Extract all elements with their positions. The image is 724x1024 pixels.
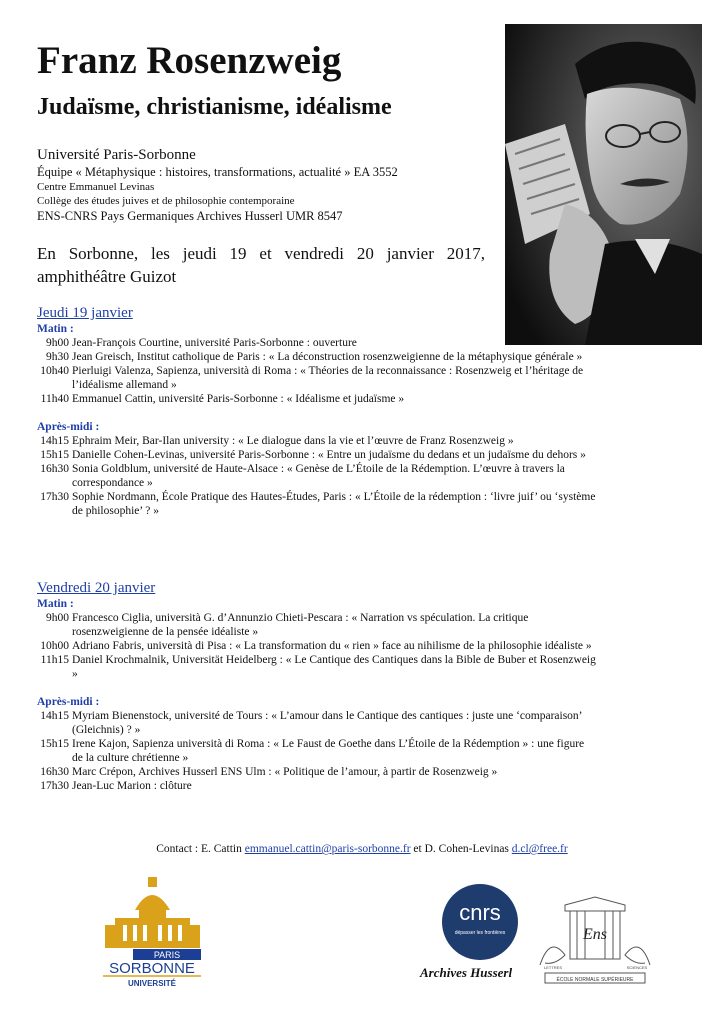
item-text: Jean Greisch, Institut catholique de Paris : « La déconstruction rosenzweigienne de la métaphysique générale » [72,351,583,363]
page-title: Franz Rosenzweig [37,39,342,82]
contact-prefix: Contact : E. Cattin [156,843,242,855]
affiliations [37,145,487,225]
program-item [37,392,597,406]
item-text: Adriano Fabris, università di Pisa : « La transformation du « rien » face au nihilisme de la philosophie idéaliste » [72,640,592,652]
program-item [37,434,597,448]
item-time: 14h15 [40,435,69,447]
affiliation-college: Collège des études juives et de philosophie contemporaine [37,195,295,207]
item-text: Myriam Bienenstock, université de Tours : « L’amour dans le Cantique des cantiques : juste une ‘comparaison’ (Gleichnis) ? » [72,710,582,736]
program-item [37,709,597,737]
item-time: 9h00 [46,612,69,624]
session-heading: Matin : [37,598,74,610]
contact-email-cattin[interactable]: emmanuel.cattin@paris-sorbonne.fr [244,843,411,855]
item-text: Jean-Luc Marion : clôture [72,780,192,792]
day-heading: Jeudi 19 janvier [37,305,133,321]
item-text: Sonia Goldblum, université de Haute-Alsace : « Genèse de L’Étoile de la Rédemption. L’œuvre à travers la correspondance » [72,463,565,489]
item-text: Francesco Ciglia, università G. d’Annunzio Chieti-Pescara : « Narration vs spéculation. La critique rosenzweigienne de la pensée idéaliste » [72,612,529,638]
item-text: Sophie Nordmann, École Pratique des Hautes-Études, Paris : « L’Étoile de la rédemption : ‘livre juif’ ou ‘système de philosophie’ ? » [72,491,596,517]
session-heading: Après-midi : [37,696,100,708]
ens-logo-line: ÉCOLE NORMALE SUPÉRIEURE [556,977,634,983]
program-item [37,490,597,518]
program-item [37,364,597,392]
program-day-1 [37,304,597,518]
contact-email-cohen-levinas[interactable]: d.cl@free.fr [511,843,568,855]
session-heading: Matin : [37,323,74,335]
program-item [37,336,597,350]
venue-text: En Sorbonne, les jeudi 19 et vendredi 20 janvier 2017, amphithéâtre Guizot [37,244,485,286]
affiliation-ens: ENS-CNRS Pays Germaniques Archives Husserl UMR 8547 [37,209,343,223]
archives-husserl-label: Archives Husserl [420,965,513,980]
program-item [37,350,597,364]
item-time: 10h40 [40,365,69,377]
item-time: 16h30 [40,766,69,778]
sorbonne-logo-line1: PARIS [153,950,181,960]
item-time: 15h15 [40,449,69,461]
contact-line [0,842,724,856]
item-text: Irene Kajon, Sapienza università di Roma : « Le Faust de Goethe dans L’Étoile de la Rédemption » : une figure de la culture chrétienne » [72,738,585,764]
item-text: Danielle Cohen-Levinas, université Paris-Sorbonne : « Entre un judaïsme du dedans et un judaïsme du dehors » [72,449,586,461]
item-time: 10h00 [40,640,69,652]
program-item [37,779,597,793]
item-time: 17h30 [40,491,69,503]
affiliation-team: Équipe « Métaphysique : histoires, transformations, actualité » EA 3552 [37,165,398,179]
program-item [37,639,597,653]
day-heading: Vendredi 20 janvier [37,580,156,596]
item-time: 9h00 [46,337,69,349]
item-text: Marc Crépon, Archives Husserl ENS Ulm : « Politique de l’amour, à partir de Rosenzweig » [72,766,498,778]
page-subtitle: Judaïsme, christianisme, idéalisme [37,94,392,120]
affiliation-centre: Centre Emmanuel Levinas [37,181,155,193]
item-time: 14h15 [40,710,69,722]
item-text: Daniel Krochmalnik, Universität Heidelberg : « Le Cantique des Cantiques dans la Bible de Buber et Rosenzweig » [72,654,596,680]
program-day-2 [37,579,597,793]
program-item [37,765,597,779]
program-item [37,462,597,490]
item-time: 11h15 [40,654,69,666]
affiliation-university: Université Paris-Sorbonne [37,147,196,163]
item-time: 9h30 [46,351,69,363]
portrait-photo [505,24,702,345]
sorbonne-logo-line2: SORBONNE [109,960,195,977]
contact-middle: et D. Cohen-Levinas [413,843,509,855]
program-item [37,653,597,681]
program-item [37,448,597,462]
item-time: 16h30 [40,463,69,475]
ens-logo [535,895,655,987]
sorbonne-logo [95,875,210,990]
item-text: Jean-François Courtine, université Paris-Sorbonne : ouverture [72,337,357,349]
item-time: 17h30 [40,780,69,792]
cnrs-logo-text: cnrs [459,900,501,925]
cnrs-logo-tagline: dépasser les frontières [454,930,506,936]
program-item [37,611,597,639]
item-time: 15h15 [40,738,69,750]
item-text: Ephraim Meir, Bar-Ilan university : « Le dialogue dans la vie et l’œuvre de Franz Rosenzweig » [72,435,514,447]
ens-logo-mark: Ens [583,926,607,943]
sorbonne-logo-line3: UNIVERSITÉ [127,979,177,988]
item-text: Pierluigi Valenza, Sapienza, università di Roma : « Théories de la reconnaissance : Rosenzweig et l’héritage de l’idéalisme allemand » [72,365,584,391]
ens-logo-right: SCIENCES [626,965,648,970]
item-time: 11h40 [40,393,69,405]
ens-logo-left: LETTRES [543,965,563,970]
program-item [37,737,597,765]
session-heading: Après-midi : [37,421,100,433]
cnrs-logo [440,880,520,965]
item-text: Emmanuel Cattin, université Paris-Sorbonne : « Idéalisme et judaïsme » [72,393,405,405]
